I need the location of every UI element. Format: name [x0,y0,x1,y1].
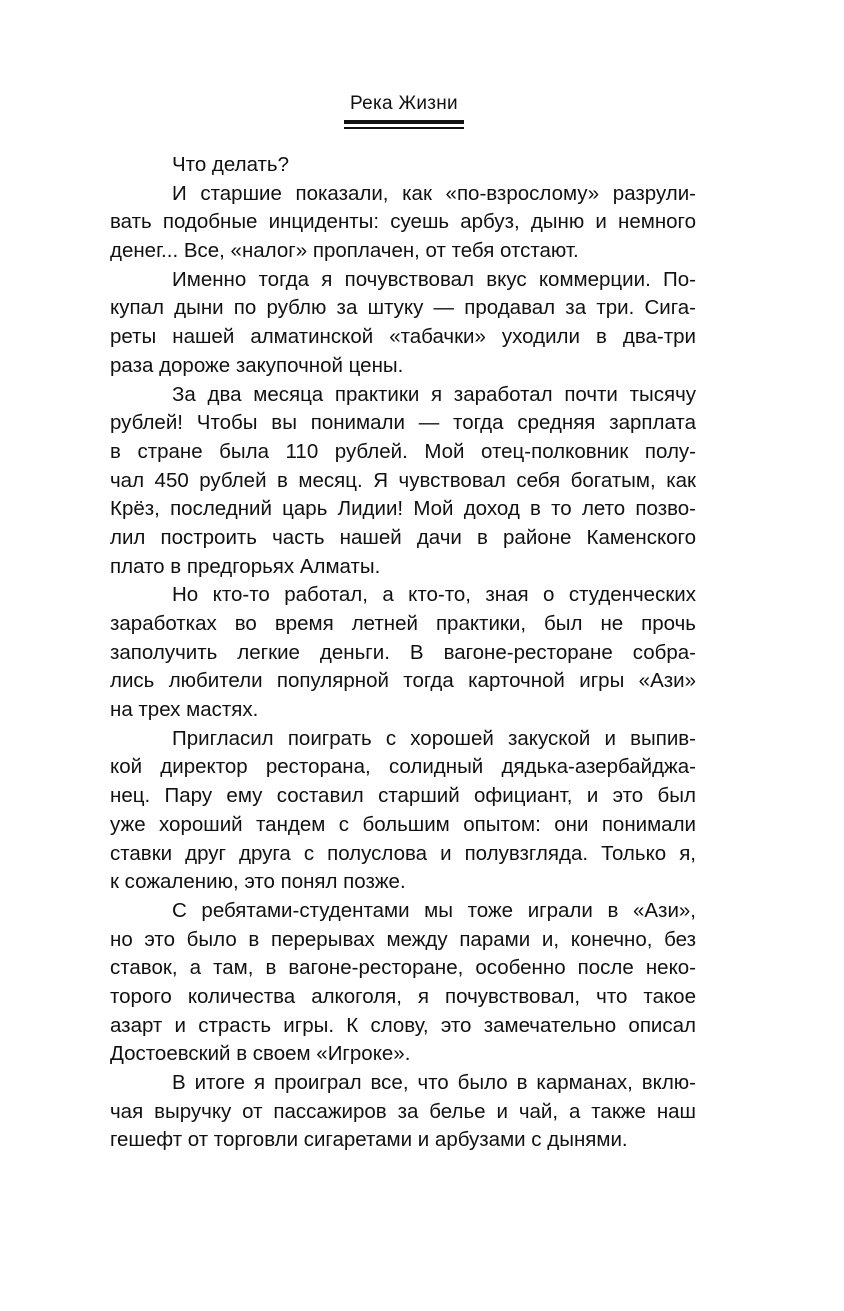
text-line: кой директор ресторана, солидный дядька-азербайджа- [110,755,696,779]
text-line: гешефт от торговли сигаретами и арбузами с дынями. [110,1128,628,1152]
text-line: С ребятами-студентами мы тоже играли в «Ази», [172,898,696,922]
text-line: нец. Пару ему составил старший официант, и это был [110,784,696,808]
text-line: на трех мастях. [110,698,259,722]
text-line: чая выручку от пассажиров за белье и чай, а также наш [110,1099,696,1123]
text-line: но это было в перерывах между парами и, конечно, без [110,927,696,951]
text-line: заполучить легкие деньги. В вагоне-ресторане собра- [110,640,696,664]
running-head-title: Река Жизни [350,93,458,114]
text-line: Достоевский в своем «Игроке». [110,1042,411,1066]
text-line: За два месяца практики я заработал почти тысячу [172,382,696,406]
text-line: Именно тогда я почувствовал вкус коммерции. По- [172,267,696,291]
text-line: ставок, а там, в вагоне-ресторане, особенно после неко- [110,956,696,980]
text-line: лись любители популярной тогда карточной игры «Ази» [110,669,696,693]
text-line: И старшие показали, как «по-взрослому» разрули- [172,181,696,205]
text-line: уже хороший тандем с большим опытом: они понимали [110,812,696,836]
text-line: Что делать? [172,153,289,176]
text-line: плато в предгорьях Алматы. [110,554,381,578]
text-line: Крёз, последний царь Лидии! Мой доход в то лето позво- [110,497,696,521]
text-line: заработках во время летней практики, был не прочь [110,612,696,635]
text-line: в стране была 110 рублей. Мой отец-полковник полу- [110,439,696,463]
text-line: Но кто-то работал, а кто-то, зная о студенческих [172,583,696,607]
text-line: лил построить часть нашей дачи в районе Каменского [110,525,696,549]
text-line: раза дороже закупочной цены. [110,353,404,377]
text-line: рублей! Чтобы вы понимали — тогда средняя зарплата [110,411,696,435]
body-text [110,151,696,1155]
header-rule-thick [344,120,464,124]
text-line: к сожалению, это понял позже. [110,870,406,894]
text-line: купал дыни по рублю за штуку — продавал за три. Сига- [110,296,696,320]
text-line: ставки друг друга с полуслова и полувзгляда. Только я, [110,841,696,865]
text-line: В итоге я проиграл все, что было в карманах, вклю- [172,1071,696,1094]
text-line: чал 450 рублей в месяц. Я чувствовал себя богатым, как [110,468,696,492]
header-rule-thin [344,127,464,129]
text-line: торого количества алкоголя, я почувствовал, что такое [110,984,696,1008]
text-line: денег... Все, «налог» проплачен, от тебя отстают. [110,239,579,263]
text-line: реты нашей алматинской «табачки» уходили в два-три [110,325,696,349]
text-line: вать подобные инциденты: суешь арбуз, дыню и немного [110,210,696,234]
text-line: азарт и страсть игры. К слову, это замечательно описал [110,1013,696,1037]
text-line: Пригласил поиграть с хорошей закуской и выпив- [172,726,696,750]
